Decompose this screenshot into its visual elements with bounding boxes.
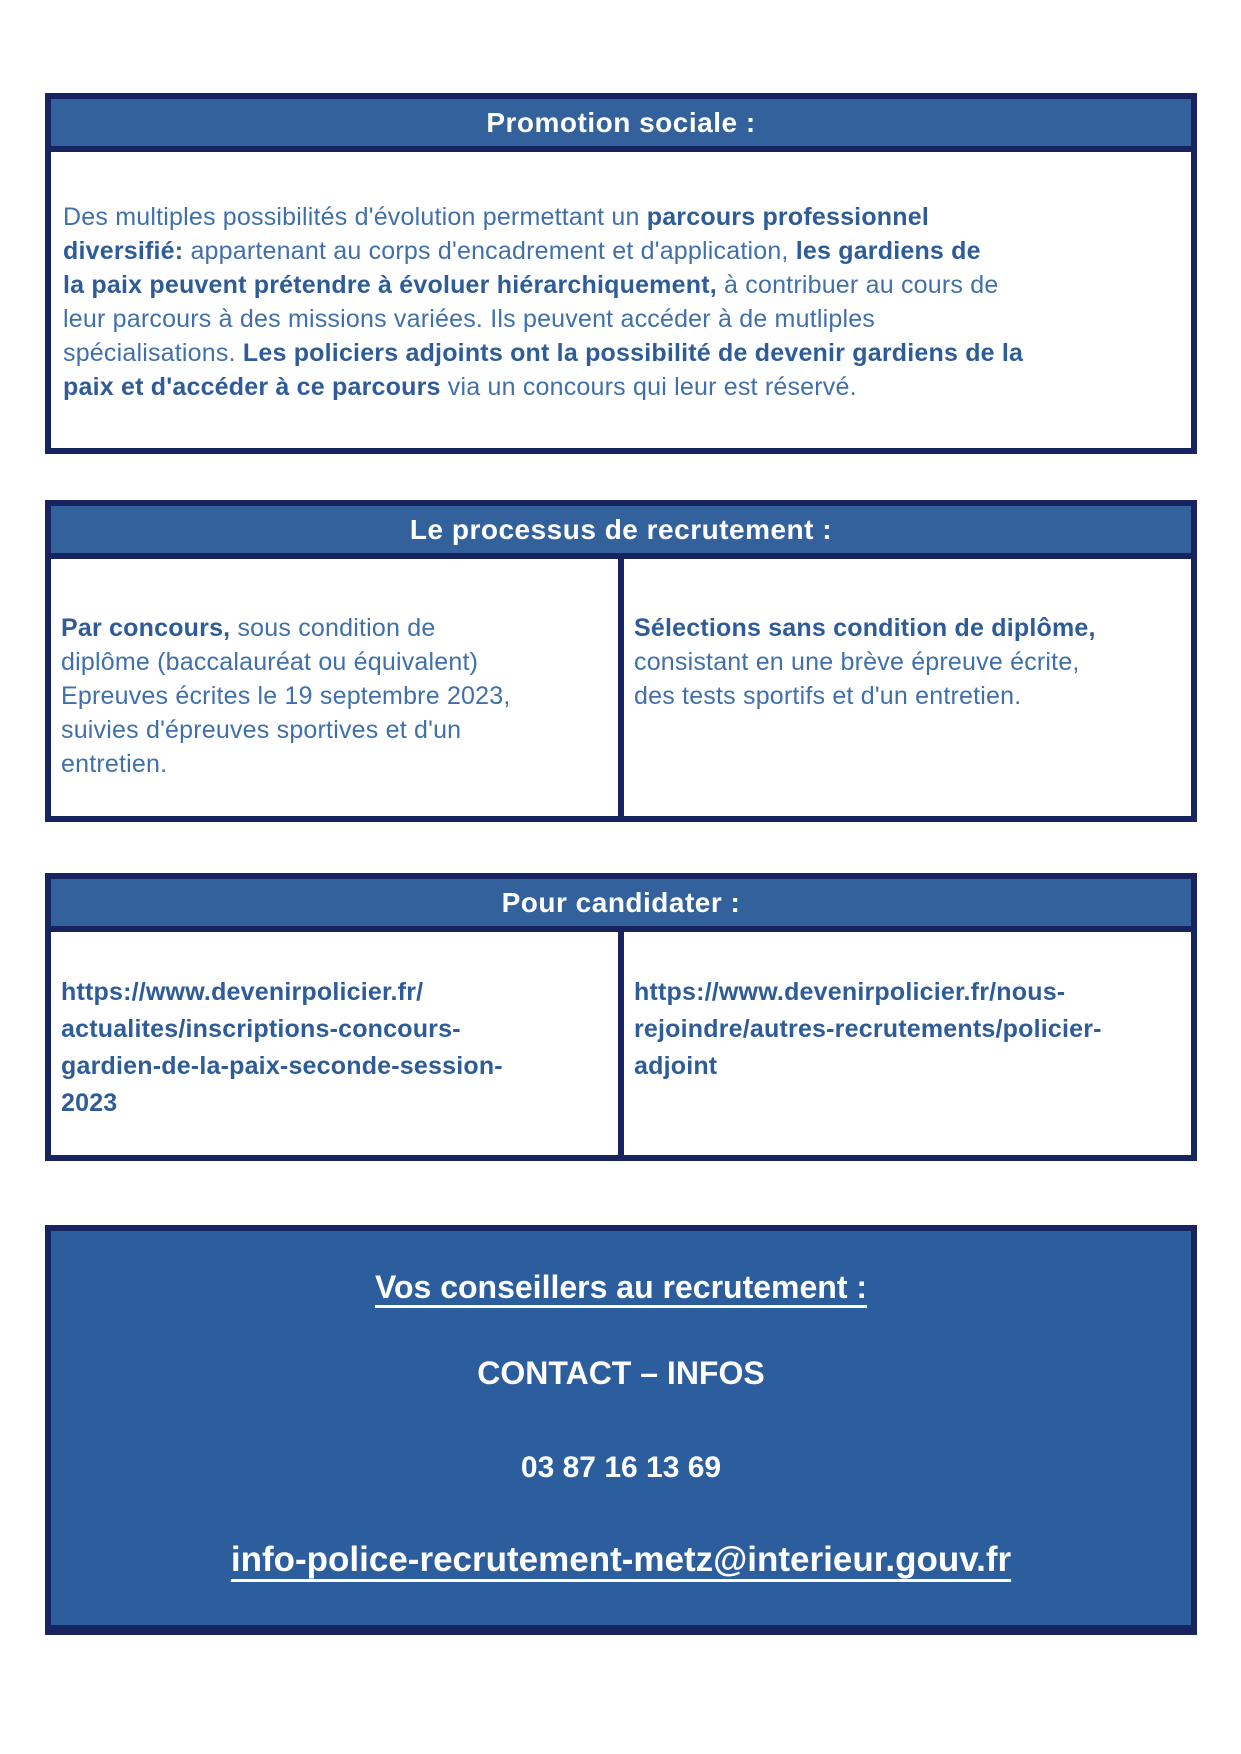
contact-infos-label: CONTACT – INFOS xyxy=(477,1355,765,1391)
bold-text-segment: Sélections sans condition de diplôme, xyxy=(634,614,1096,642)
contact-email-link[interactable]: info-police-recrutement-metz@interieur.gouv.fr xyxy=(230,1540,1012,1579)
promotion-sociale-title: Promotion sociale : xyxy=(51,99,1191,152)
processus-selections-cell xyxy=(624,559,1191,816)
text-segment: appartenant au corps d'encadrement et d'application, xyxy=(183,237,796,265)
text-line xyxy=(61,747,608,781)
concours-url-link[interactable] xyxy=(51,932,624,1155)
text-line xyxy=(63,302,1179,336)
candidater-columns xyxy=(51,932,1191,1155)
pour-candidater-panel xyxy=(45,873,1197,1161)
text-line: https://www.devenirpolicier.fr/nous- xyxy=(634,978,1066,1006)
promotion-sociale-body xyxy=(51,152,1191,404)
text-segment: diplôme (baccalauréat ou équivalent) xyxy=(61,648,479,676)
text-segment: consistant en une brève épreuve écrite, xyxy=(634,648,1080,676)
bold-text-segment: Par concours, xyxy=(61,614,231,642)
text-segment: leur parcours à des missions variées. Ils peuvent accéder à de mutliples xyxy=(63,305,876,333)
text-line: adjoint xyxy=(634,1052,718,1080)
text-line xyxy=(63,336,1179,370)
processus-recrutement-title: Le processus de recrutement : xyxy=(51,506,1191,559)
text-line xyxy=(634,679,1181,713)
text-segment: sous condition de xyxy=(230,614,436,642)
text-line xyxy=(63,234,1179,268)
text-segment: via un concours qui leur est réservé. xyxy=(440,373,857,401)
contact-phone: 03 87 16 13 69 xyxy=(520,1451,722,1484)
text-segment: Epreuves écrites le 19 septembre 2023, xyxy=(61,682,511,710)
policier-adjoint-url-link[interactable] xyxy=(624,932,1191,1155)
text-segment: à contribuer au cours de xyxy=(716,271,999,299)
text-segment: entretien. xyxy=(61,750,168,778)
text-line xyxy=(63,370,1179,404)
text-segment: suivies d'épreuves sportives et d'un xyxy=(61,716,462,744)
text-line xyxy=(61,645,608,679)
text-line xyxy=(61,713,608,747)
text-line xyxy=(63,268,1179,302)
bold-text-segment: diversifié: xyxy=(63,237,184,265)
conseillers-recrutement-box xyxy=(45,1225,1197,1635)
processus-recrutement-panel xyxy=(45,500,1197,822)
bold-text-segment: parcours professionnel xyxy=(646,203,929,231)
text-segment: des tests sportifs et d'un entretien. xyxy=(634,682,1022,710)
text-line: 2023 xyxy=(61,1089,118,1117)
text-line: https://www.devenirpolicier.fr/ xyxy=(61,978,424,1006)
bold-text-segment: paix et d'accéder à ce parcours xyxy=(63,373,441,401)
pour-candidater-title: Pour candidater : xyxy=(51,879,1191,932)
text-line: actualites/inscriptions-concours- xyxy=(61,1015,461,1043)
bold-text-segment: la paix peuvent prétendre à évoluer hiérarchiquement, xyxy=(63,271,717,299)
text-line xyxy=(61,611,608,645)
bold-text-segment: Les policiers adjoints ont la possibilité de devenir gardiens de la xyxy=(242,339,1024,367)
conseillers-heading: Vos conseillers au recrutement : xyxy=(374,1269,868,1305)
text-segment: spécialisations. xyxy=(63,339,243,367)
text-line xyxy=(63,200,1179,234)
text-line xyxy=(634,645,1181,679)
text-line: gardien-de-la-paix-seconde-session- xyxy=(61,1052,503,1080)
text-line xyxy=(634,611,1181,645)
text-line: rejoindre/autres-recrutements/policier- xyxy=(634,1015,1102,1043)
promotion-sociale-panel xyxy=(45,93,1197,454)
bold-text-segment: les gardiens de xyxy=(795,237,981,265)
text-line xyxy=(61,679,608,713)
processus-columns xyxy=(51,559,1191,816)
text-segment: Des multiples possibilités d'évolution permettant un xyxy=(63,203,647,231)
processus-concours-cell xyxy=(51,559,624,816)
